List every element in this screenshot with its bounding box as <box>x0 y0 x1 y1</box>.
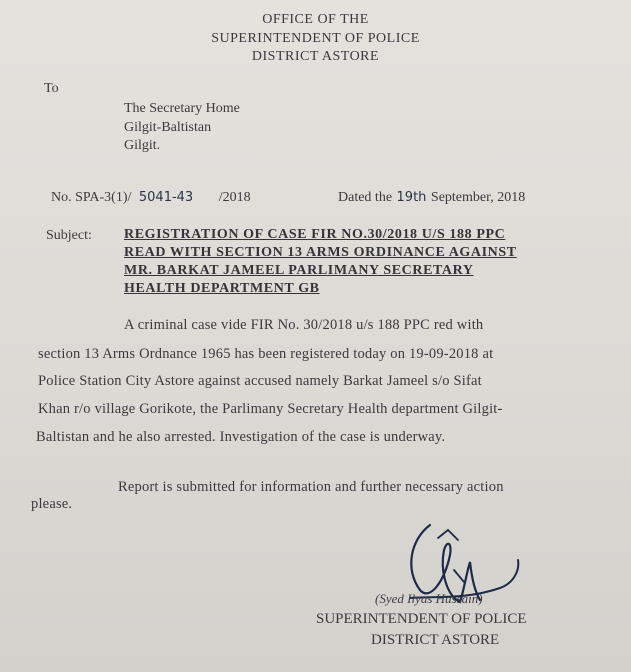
reference-number <box>51 190 251 206</box>
closing-line-1: Report is submitted for information and further necessary action <box>118 479 504 495</box>
reference-prefix: No. SPA-3(1)/ <box>51 190 132 205</box>
letterhead-district: DISTRICT ASTORE <box>251 49 380 64</box>
signatory-title: SUPERINTENDENT OF POLICE <box>316 611 527 627</box>
body-line-1: A criminal case vide FIR No. 30/2018 u/s 188 PPC red with <box>124 317 484 333</box>
body-line-2: section 13 Arms Ordnance 1965 has been registered today on 19-09-2018 at <box>38 346 494 362</box>
letterhead-office: OFFICE OF THE <box>262 12 369 27</box>
body-line-3: Police Station City Astore against accused namely Barkat Jameel s/o Sifat <box>38 373 482 389</box>
body-line-4: Khan r/o village Gorikote, the Parlimany Secretary Health department Gilgit- <box>38 401 503 417</box>
subject-line-3: MR. BARKAT JAMEEL PARLIMANY SECRETARY <box>124 263 474 278</box>
addressee-line-2: Gilgit-Baltistan <box>124 120 212 135</box>
letter-date <box>338 190 525 206</box>
dated-label: Dated the <box>338 190 393 205</box>
subject-line-4: HEALTH DEPARTMENT GB <box>124 281 320 296</box>
body-line-5: Baltistan and he also arrested. Investigation of the case is underway. <box>36 429 446 445</box>
handwritten-number: 5041-43 <box>138 190 194 205</box>
subject-label: Subject: <box>46 228 92 243</box>
closing-line-2: please. <box>31 496 73 512</box>
date-rest: September, 2018 <box>430 190 526 205</box>
signatory-name: (Syed Ilyas Hussain) <box>375 591 483 606</box>
letterhead-title: SUPERINTENDENT OF POLICE <box>211 31 420 46</box>
addressee-line-3: Gilgit. <box>124 138 161 153</box>
subject-line-2: READ WITH SECTION 13 ARMS ORDINANCE AGAINST <box>124 245 517 260</box>
subject-line-1: REGISTRATION OF CASE FIR NO.30/2018 U/S 188 PPC <box>124 227 506 242</box>
reference-year: /2018 <box>218 190 251 205</box>
handwritten-day: 19th <box>396 190 427 205</box>
to-label: To <box>44 81 59 96</box>
addressee-line-1: The Secretary Home <box>124 101 240 116</box>
signatory-district: DISTRICT ASTORE <box>371 632 500 648</box>
